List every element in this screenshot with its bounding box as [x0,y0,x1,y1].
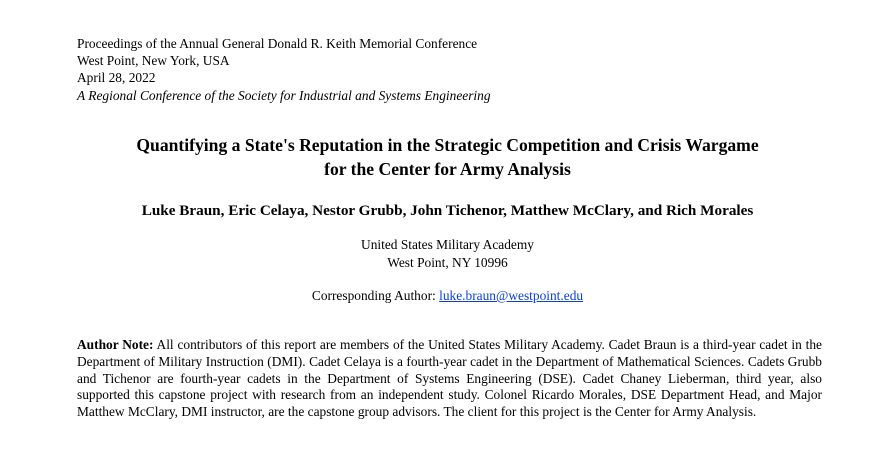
proceedings-line: Proceedings of the Annual General Donald R. Keith Memorial Conference [77,36,478,51]
date-line: April 28, 2022 [77,70,156,86]
paper-title [0,133,895,181]
affiliation [0,236,895,271]
title-line-1: Quantifying a State's Reputation in the Strategic Competition and Crisis Wargame [136,135,759,155]
author-note-label: Author Note: [77,337,154,352]
institution-address: West Point, NY 10996 [387,254,508,270]
corresponding-label: Corresponding Author: [311,288,440,303]
title-line-2: for the Center for Army Analysis [324,159,571,179]
location-line: West Point, New York, USA [77,53,230,69]
email-link[interactable]: luke.braun@westpoint.edu [439,288,584,303]
author-list: Luke Braun, Eric Celaya, Nestor Grubb, John Tichenor, Matthew McClary, and Rich Morales [141,202,754,219]
corresponding-author [0,287,895,305]
institution: United States Military Academy [361,237,534,252]
author-note-text: All contributors of this report are members of the United States Military Academy. Cadet Braun is a third-year cadet in the Department of Military Instruction (DMI). Cadet Celaya is a fourth-year cadet in the Department of Mathematical Sciences. Cadets Grubb and Tichenor are fourth-year cadets in the Department of Systems Engineering (DSE). Cadet Chaney Lieberman, third year, also supported this capstone project with research from an independent study. Colonel Ricardo Morales, DSE Department Head, and Major Matthew McClary, DMI instructor, are the capstone group advisors. The client for this project is the Center for Army Analysis. [77,337,823,420]
conference-line: A Regional Conference of the Society for Industrial and Systems Engineering [77,87,491,103]
conference-header [77,35,491,104]
author-note [77,337,822,421]
